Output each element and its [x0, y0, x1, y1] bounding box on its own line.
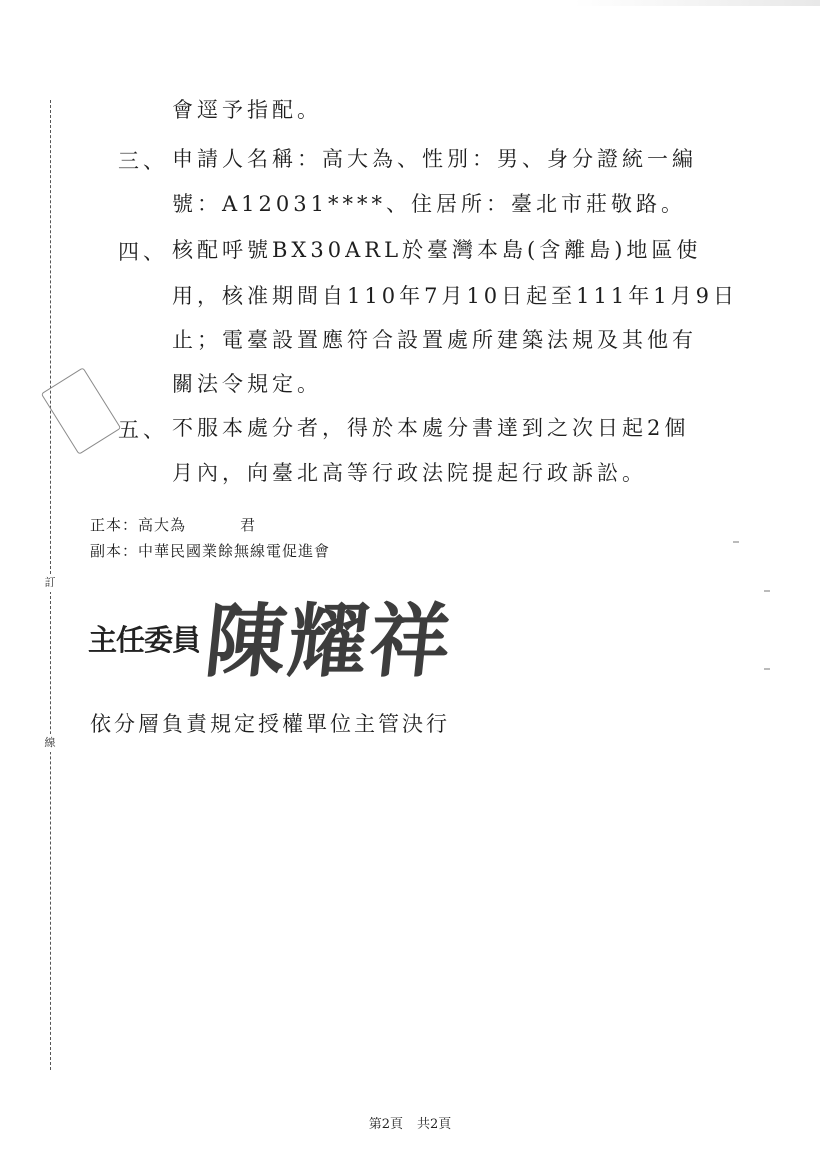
authority-note: 依分層負責規定授權單位主管決行: [90, 712, 450, 736]
body-line-1: 會逕予指配。: [172, 98, 322, 122]
item-number-3: 三、: [118, 149, 168, 173]
page-number: 第2頁: [368, 1117, 403, 1132]
body-line-7: 關法令規定。: [172, 372, 322, 396]
original-copy-name: 高大為: [138, 516, 187, 534]
body-line-4: 核配呼號BX30ARL於臺灣本島(含離島)地區使: [172, 238, 702, 262]
duplicate-copy: [90, 540, 330, 561]
scan-speck: [764, 590, 770, 592]
signature-title: 主任委員: [88, 623, 201, 657]
duplicate-copy-label: 副本：: [90, 542, 139, 560]
binding-mark-line: 線: [41, 734, 59, 752]
scan-speck: [764, 668, 770, 670]
body-line-8: 不服本處分者，得於本處分書達到之次日起2個: [172, 416, 690, 440]
seal-stamp-icon: [41, 367, 122, 455]
scan-speck: [733, 541, 739, 543]
body-line-6: 止；電臺設置應符合設置處所建築法規及其他有: [172, 328, 697, 352]
duplicate-copy-name: 中華民國業餘無線電促進會: [138, 542, 331, 560]
item-number-5: 五、: [118, 418, 168, 442]
original-copy-label: 正本：: [90, 516, 139, 534]
signature-name: 陳耀祥: [201, 595, 457, 688]
original-copy-honorific: 君: [240, 516, 257, 534]
page-footer: [0, 1113, 820, 1132]
body-line-5: 用，核准期間自110年7月10日起至111年1月9日: [172, 284, 738, 308]
body-line-3: 號：A12031****、住居所：臺北市莊敬路。: [172, 192, 686, 216]
page-total: 共2頁: [417, 1117, 452, 1132]
binding-mark-staple: 訂: [41, 574, 59, 592]
item-number-4: 四、: [118, 240, 168, 264]
original-copy: [90, 514, 256, 535]
body-line-9: 月內，向臺北高等行政法院提起行政訴訟。: [172, 461, 647, 485]
scan-edge: [0, 0, 820, 6]
body-line-2: 申請人名稱：高大為、性別：男、身分證統一編: [172, 147, 697, 171]
